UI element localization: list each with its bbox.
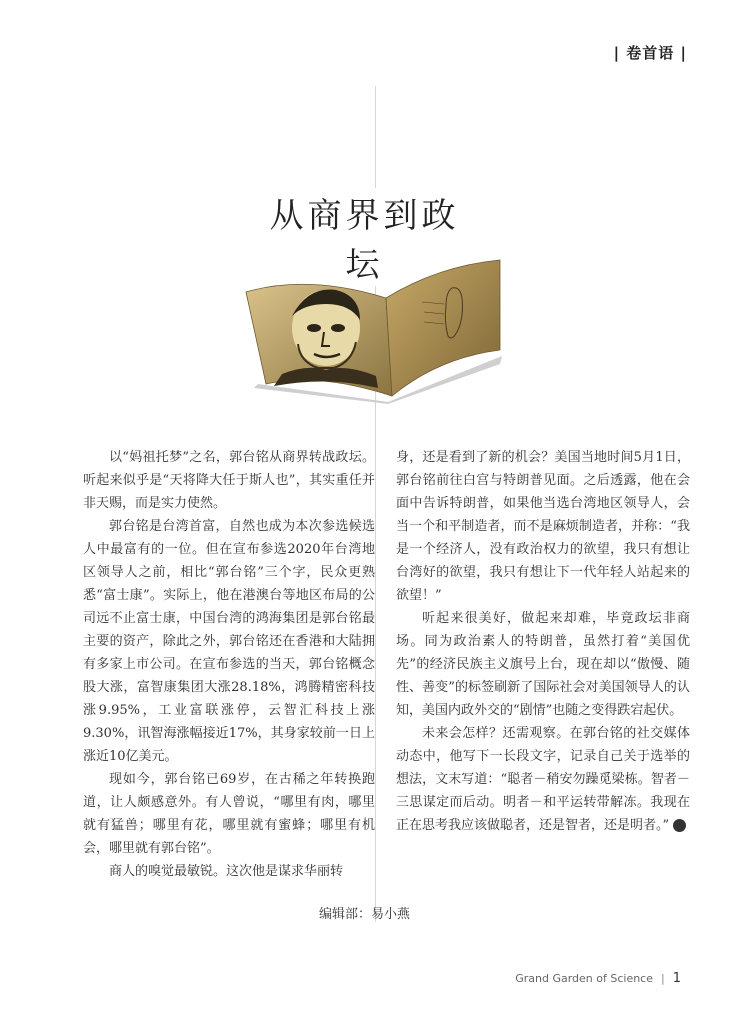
section-tag: | 卷首语 | [613, 44, 687, 62]
paragraph: 郭台铭是台湾首富，自然也成为本次参选候选人中最富有的一位。但在宣布参选2020年台湾地区领导人之前，相比“郭台铭”三个字，民众更熟悉“富士康”。实际上，他在港澳台等地区布局的公司远不止富士康，中国台湾的鸿海集团是郭台铭最主要的资产，除此之外，郭台铭还在香港和大陆拥有多家上市公司。在宣布参选的当天，郭台铭概念股大涨，富智康集团大涨28.18%，鸿腾精密科技涨9.95%，工业富联涨停，云智汇科技上涨9.30%，讯智海涨幅接近17%，其身家较前一日上涨近10亿美元。 [83, 519, 375, 764]
paragraph: 商人的嗅觉最敏锐。这次他是谋求华丽转 [109, 864, 344, 879]
paragraph-text: 未来会怎样？还需观察。在郭台铭的社交媒体动态中，他写下一长段文字，记录自己关于选举的想法，文末写道：“聪者－稍安勿躁觅梁栋。智者－三思谋定而后动。明者－和平运转带解冻。我现在正在思考我应该做聪者，还是智者，还是明者。” [396, 726, 690, 833]
paragraph: 听起来很美好，做起来却难，毕竟政坛非商场。同为政治素人的特朗普，虽然打着“美国优先”的经济民族主义旗号上台，现在却以“傲慢、随性、善变”的标签刷新了国际社会对美国领导人的认知，美国内政外交的“剧情”也随之变得跌宕起伏。 [396, 611, 690, 718]
publication-name: Grand Garden of Science [515, 972, 653, 985]
footer-separator: | [661, 972, 665, 985]
paragraph: 以“妈祖托梦”之名，郭台铭从商界转战政坛。听起来似乎是“天将降大任于斯人也”，其实重任并非天赐，而是实力使然。 [83, 450, 375, 511]
editor-credit: 编辑部：易小燕 [318, 907, 410, 922]
column-right [396, 446, 706, 837]
paragraph: 身，还是看到了新的机会？美国当地时间5月1日，郭台铭前往白宫与特朗普见面。之后透露，他在会面中告诉特朗普，如果他当选台湾地区领导人，会当一个和平制造者，而不是麻烦制造者，并称：“我是一个经济人，没有政治权力的欲望，我只有想让台湾好的欲望，我只有想让下一代年轻人站起来的欲望！” [396, 450, 690, 603]
page-number: 1 [672, 971, 681, 986]
column-left [83, 446, 375, 883]
paragraph-last [396, 722, 706, 837]
page-footer [515, 971, 681, 986]
magazine-illustration [238, 246, 506, 404]
paragraph: 现如今，郭台铭已69岁，在古稀之年转换跑道，让人颇感意外。有人曾说，“哪里有肉，哪里就有猛兽；哪里有花，哪里就有蜜蜂；哪里有机会，哪里就有郭台铭”。 [83, 772, 375, 856]
page-title: 从商界到政坛 [255, 188, 475, 286]
end-mark-icon: S [673, 819, 686, 832]
